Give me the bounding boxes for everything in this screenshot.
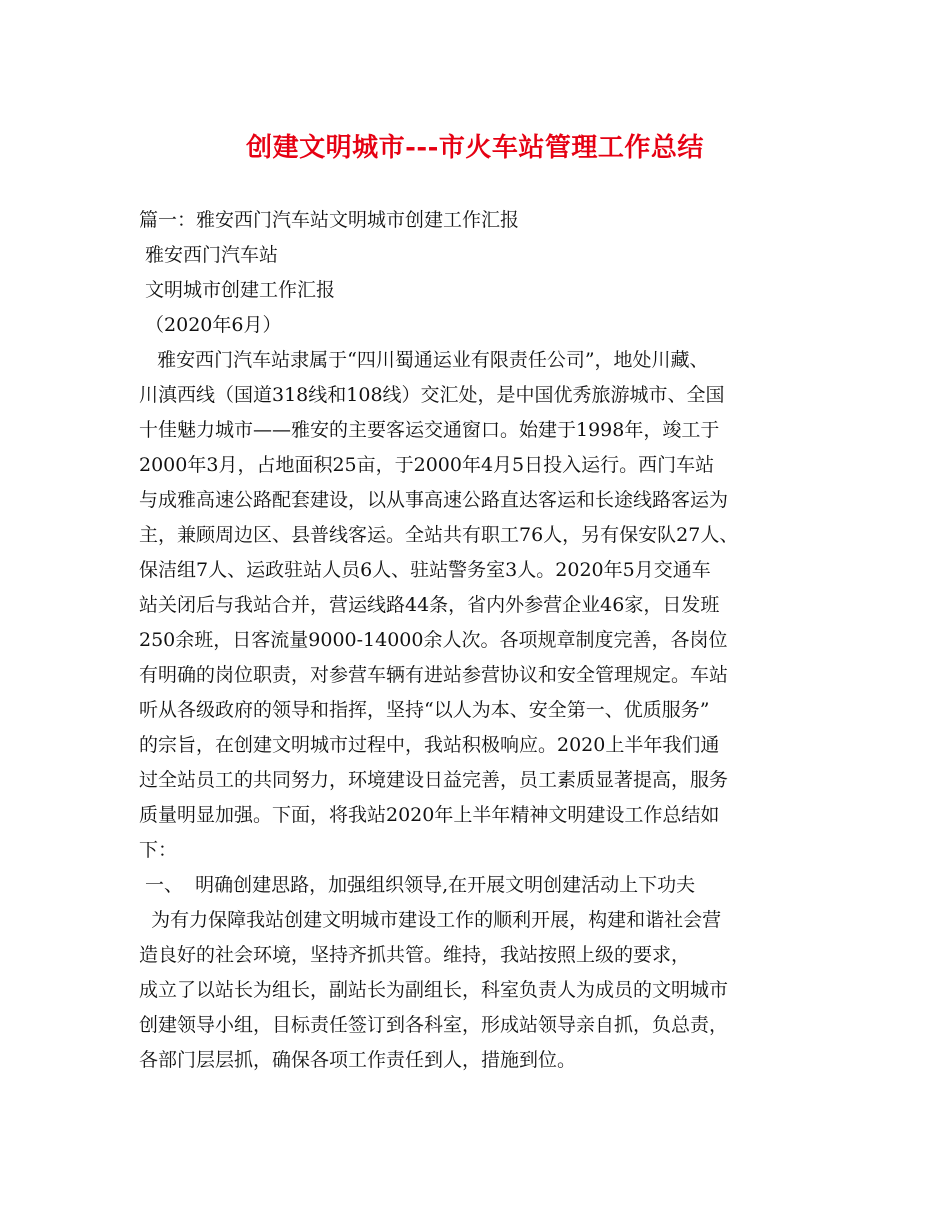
org-name-line: 雅安西门汽车站	[139, 244, 279, 266]
body-text-line: 雅安西门汽车站隶属于“四川蜀通运业有限责任公司”，地处川藏、	[139, 349, 709, 371]
body-text-line: 的宗旨，在创建文明城市过程中，我站积极响应。2020上半年我们通	[139, 734, 720, 756]
body-text-line: 川滇西线（国道318线和108线）交汇处，是中国优秀旅游城市、全国	[139, 384, 725, 406]
body-text-line: 主，兼顾周边区、县普线客运。全站共有职工76人，另有保安队27人、	[139, 524, 739, 546]
body-text-line: 下：	[139, 839, 178, 861]
body-text-line: 创建领导小组，目标责任签订到各科室，形成站领导亲自抓，负总责，	[139, 1014, 729, 1036]
body-text-line: 听从各级政府的领导和指挥，坚持“以人为本、安全第一、优质服务”	[139, 699, 710, 721]
body-text-line: 造良好的社会环境，坚持齐抓共管。维持，我站按照上级的要求，	[139, 944, 691, 966]
body-text-line: 250余班，日客流量9000-14000余人次。各项规章制度完善，各岗位	[139, 629, 728, 651]
document-title: 创建文明城市---市火车站管理工作总结	[246, 133, 704, 163]
report-title-line: 文明城市创建工作汇报	[139, 279, 336, 301]
body-text-line: 与成雅高速公路配套建设，以从事高速公路直达客运和长途线路客运为	[139, 489, 729, 511]
body-text-line: 过全站员工的共同努力，环境建设日益完善，员工素质显著提高，服务	[139, 769, 729, 791]
body-text-line: 保洁组7人、运政驻站人员6人、驻站警务室3人。2020年5月交通车	[139, 559, 711, 581]
body-text-line: 成立了以站长为组长，副站长为副组长，科室负责人为成员的文明城市	[139, 979, 729, 1001]
body-text-line: 有明确的岗位职责，对参营车辆有进站参营协议和安全管理规定。车站	[139, 664, 729, 686]
subsection-heading: 一、 明确创建思路，加强组织领导,在开展文明创建活动上下功夫	[139, 874, 696, 896]
body-text-line: 站关闭后与我站合并，营运线路44条，省内外参营企业46家，日发班	[139, 594, 720, 616]
body-text-line: 质量明显加强。下面，将我站2020年上半年精神文明建设工作总结如	[139, 804, 720, 826]
section-heading: 篇一：雅安西门汽车站文明城市创建工作汇报	[139, 209, 520, 231]
body-text-line: 十佳魅力城市——雅安的主要客运交通窗口。始建于1998年，竣工于	[139, 419, 720, 441]
body-text-line: 为有力保障我站创建文明城市建设工作的顺利开展，构建和谐社会营	[139, 909, 722, 931]
date-line: （2020年6月）	[139, 314, 282, 336]
body-text-line: 2000年3月，占地面积25亩，于2000年4月5日投入运行。西门车站	[139, 454, 715, 476]
body-text-line: 各部门层层抓，确保各项工作责任到人，措施到位。	[139, 1049, 577, 1071]
